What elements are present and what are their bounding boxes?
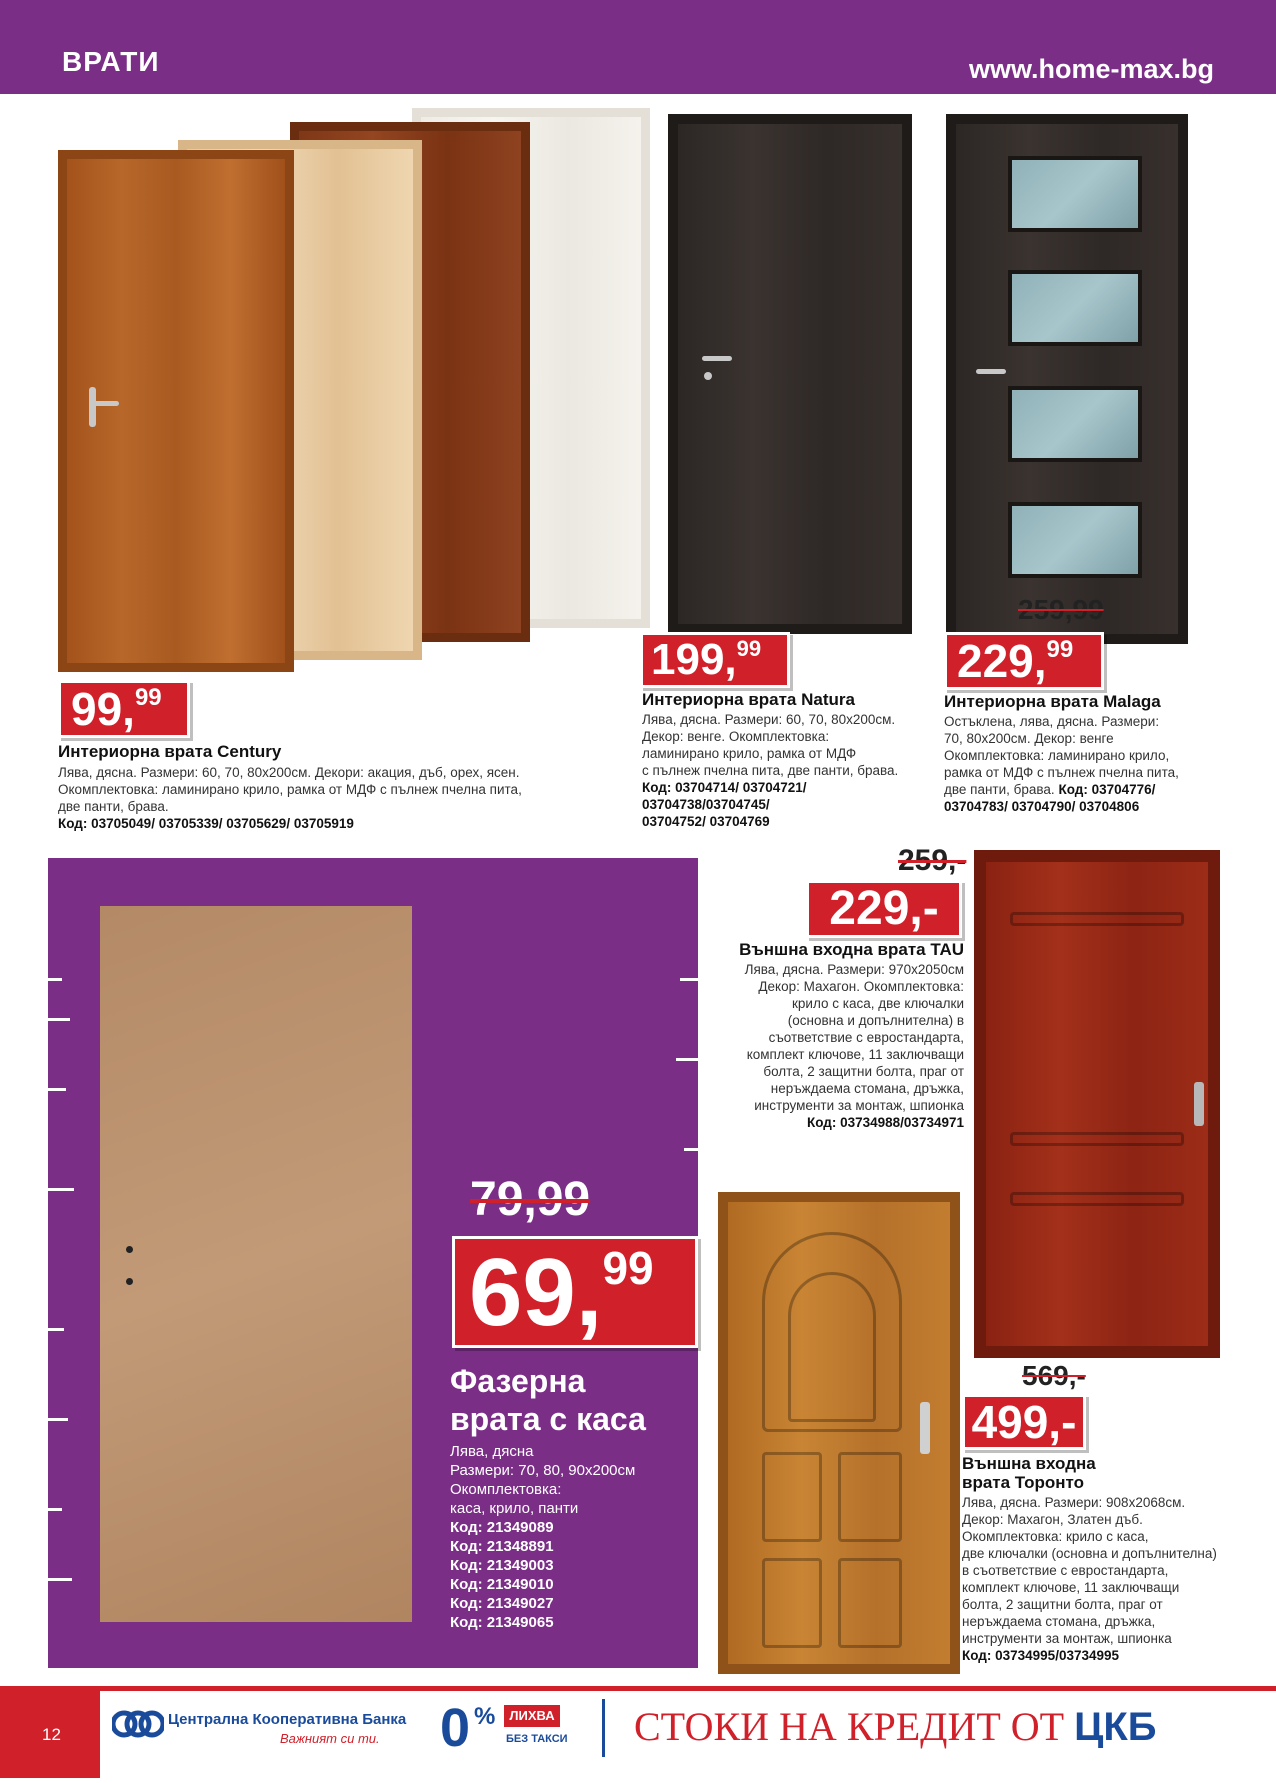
- product-code: Код: 21348891: [450, 1538, 554, 1555]
- page-header: [0, 0, 1276, 94]
- old-price-tau: 259,-: [898, 844, 967, 877]
- hinge-hole-icon: [126, 1246, 133, 1253]
- credit-slogan: [634, 1703, 1157, 1750]
- desc-line: с пълнеж пчелна пита, две панти, брава.: [642, 763, 899, 778]
- door-handle-icon: [920, 1402, 930, 1454]
- desc-line: болта, 2 защитни болта, праг от: [962, 1597, 1163, 1612]
- price-integer: 99,: [71, 683, 135, 735]
- door-handle-icon: [1194, 1082, 1204, 1126]
- desc-line: Лява, дясна. Размери: 970x2050см: [744, 962, 964, 977]
- door-panel: [762, 1452, 822, 1542]
- price-tag-tau: 229,-: [806, 880, 962, 938]
- product-code: Код: 21349065: [450, 1614, 554, 1631]
- door-lever-icon: [89, 401, 119, 406]
- price-cents: 99: [1046, 636, 1074, 663]
- glass-panel: [1008, 386, 1142, 462]
- desc-line: Размери: 70, 80, 90x200см: [450, 1462, 636, 1479]
- product-desc-tau: [620, 961, 964, 1131]
- desc-line: 70, 80x200см. Декор: венге: [944, 731, 1114, 746]
- bank-name: Централна Кооперативна Банка: [168, 1711, 407, 1728]
- credit-slogan-brand: ЦКБ: [1074, 1705, 1157, 1749]
- glass-panel: [1008, 502, 1142, 578]
- desc-line: в съответствие с евростандарта,: [962, 1563, 1169, 1578]
- product-desc-fazerna: [450, 1442, 690, 1632]
- price-cents: 99: [736, 636, 762, 661]
- footer-divider: [602, 1699, 605, 1757]
- desc-line: Декор: Махагон, Златен дъб.: [962, 1512, 1143, 1527]
- desc-line: Лява, дясна: [450, 1443, 534, 1460]
- hinge-hole-icon: [126, 1278, 133, 1285]
- door-image-fazerna: [100, 906, 412, 1622]
- door-image-acacia: [58, 150, 294, 672]
- old-price-toronto: 569,-: [1022, 1360, 1086, 1391]
- bank-logo-icon: [112, 1709, 164, 1739]
- door-arch-panel: [788, 1272, 876, 1422]
- product-title-malaga: Интериорна врата Malaga: [944, 692, 1161, 711]
- product-desc-toronto: [962, 1494, 1262, 1664]
- page-footer: [0, 1686, 1276, 1783]
- desc-line: Остъклена, лява, дясна. Размери:: [944, 714, 1160, 729]
- price-tag-toronto: 499,-: [962, 1394, 1086, 1450]
- desc-line: две панти, брава.: [944, 782, 1055, 797]
- door-panel-molding: [1010, 1132, 1184, 1146]
- bank-slogan: Важният си ти.: [280, 1731, 380, 1746]
- price-integer: 199,: [651, 635, 737, 684]
- door-panel-molding: [1010, 1192, 1184, 1206]
- title-line: врата с каса: [450, 1401, 646, 1437]
- title-line: врата Торонто: [962, 1473, 1085, 1492]
- door-lever-icon: [702, 356, 732, 361]
- desc-line: комплект ключове, 11 заключващи: [746, 1047, 964, 1062]
- door-image-malaga: [946, 114, 1188, 644]
- product-code: Код: 03705049/ 03705339/ 03705629/ 03705919: [58, 816, 354, 831]
- glass-panel: [1008, 156, 1142, 232]
- price-integer: 69,: [469, 1239, 603, 1346]
- product-title-century: Интериорна врата Century: [58, 742, 282, 761]
- old-price-fazerna: 79,99: [470, 1173, 591, 1226]
- website-link[interactable]: www.home-max.bg: [968, 54, 1214, 84]
- old-price-malaga: 259,99: [1018, 594, 1104, 625]
- price-integer: 229,: [957, 635, 1047, 687]
- desc-line: болта, 2 защитни болта, праг от: [763, 1064, 964, 1079]
- product-desc-natura: [642, 711, 932, 830]
- product-desc-century: [58, 764, 618, 832]
- desc-line: неръждаема стомана, дръжка,: [962, 1614, 1156, 1629]
- desc-line: (основна и допълнителна) в: [787, 1013, 964, 1028]
- product-code: Код: 21349003: [450, 1557, 554, 1574]
- product-code: Код: 03734995/03734995: [962, 1648, 1120, 1663]
- desc-line: Декор: венге. Окомплектовка:: [642, 729, 830, 744]
- product-title-tau: Външна входна врата TAU: [739, 940, 964, 959]
- desc-line: две панти, брава.: [58, 799, 169, 814]
- desc-line: Декор: Махагон. Окомплектовка:: [758, 979, 964, 994]
- desc-line: инструменти за монтаж, шпионка: [754, 1098, 964, 1113]
- price-tag-malaga: [944, 632, 1104, 690]
- desc-line: Окомплектовка: ламинирано крило, рамка от МДФ с пълнеж пчелна пита,: [58, 782, 522, 797]
- page-number: 12: [42, 1725, 61, 1744]
- desc-line: рамка от МДФ с пълнеж пчелна пита,: [944, 765, 1179, 780]
- price-tag-natura: [640, 632, 790, 688]
- desc-line: каса, крило, панти: [450, 1500, 579, 1517]
- product-title-natura: Интериорна врата Natura: [642, 690, 855, 709]
- product-desc-malaga: [944, 713, 1244, 815]
- door-panel-molding: [1010, 912, 1184, 926]
- door-lever-icon: [976, 369, 1006, 374]
- product-code: Код: 21349089: [450, 1519, 554, 1536]
- door-panel: [838, 1558, 902, 1648]
- section-title: ВРАТИ: [62, 46, 160, 77]
- door-panel: [762, 1558, 822, 1648]
- product-code: 03704752/ 03704769: [642, 814, 770, 829]
- title-line: Външна входна: [962, 1454, 1096, 1473]
- keyhole-icon: [704, 372, 712, 380]
- no-fees-label: БЕЗ ТАКСИ: [506, 1733, 568, 1745]
- price-cents: 99: [602, 1242, 654, 1294]
- price-tag-fazerna: [452, 1236, 698, 1348]
- desc-line: комплект ключове, 11 заключващи: [962, 1580, 1180, 1595]
- door-image-toronto: [718, 1192, 960, 1674]
- desc-line: Лява, дясна. Размери: 60, 70, 80x200см.: [642, 712, 896, 727]
- desc-line: Окомплектовка: крило с каса,: [962, 1529, 1149, 1544]
- door-image-natura: [668, 114, 912, 634]
- desc-line: Окомплектовка:: [450, 1481, 562, 1498]
- product-code: Код: 03704714/ 03704721/: [642, 780, 807, 795]
- zero-percent-digit: 0: [440, 1698, 471, 1758]
- percent-sign: %: [474, 1703, 496, 1730]
- desc-line: инструменти за монтаж, шпионка: [962, 1631, 1172, 1646]
- desc-line: Лява, дясна. Размери: 908x2068см.: [962, 1495, 1186, 1510]
- glass-panel: [1008, 270, 1142, 346]
- desc-line: ламинирано крило, рамка от МДФ: [642, 746, 857, 761]
- interest-badge: ЛИХВА: [504, 1705, 560, 1727]
- desc-line: крило с каса, две ключалки: [792, 996, 964, 1011]
- product-code: Код: 03704776/: [1058, 782, 1156, 797]
- product-code: Код: 03734988/03734971: [806, 1115, 964, 1130]
- door-handle-icon: [89, 387, 96, 427]
- credit-slogan-text: СТОКИ НА КРЕДИТ ОТ: [634, 1704, 1065, 1749]
- product-code: 03704738/03704745/: [642, 797, 770, 812]
- desc-line: Лява, дясна. Размери: 60, 70, 80x200см. Декори: акация, дъб, орех, ясен.: [58, 765, 520, 780]
- product-code: 03704783/ 03704790/ 03704806: [944, 799, 1140, 814]
- price-tag-century: [58, 680, 190, 738]
- product-title-fazerna: [450, 1362, 646, 1438]
- product-title-toronto: [962, 1454, 1096, 1492]
- product-code: Код: 21349010: [450, 1576, 554, 1593]
- door-image-tau: [974, 850, 1220, 1358]
- desc-line: съответствие с евростандарта,: [768, 1030, 964, 1045]
- door-panel: [838, 1452, 902, 1542]
- product-code: Код: 21349027: [450, 1595, 554, 1612]
- desc-line: неръждаема стомана, дръжка,: [770, 1081, 964, 1096]
- desc-line: Окомплектовка: ламинирано крило,: [944, 748, 1170, 763]
- page-number-box: [0, 1691, 100, 1778]
- desc-line: две ключалки (основна и допълнителна): [962, 1546, 1217, 1561]
- price-cents: 99: [134, 684, 162, 711]
- title-line: Фазерна: [450, 1363, 586, 1399]
